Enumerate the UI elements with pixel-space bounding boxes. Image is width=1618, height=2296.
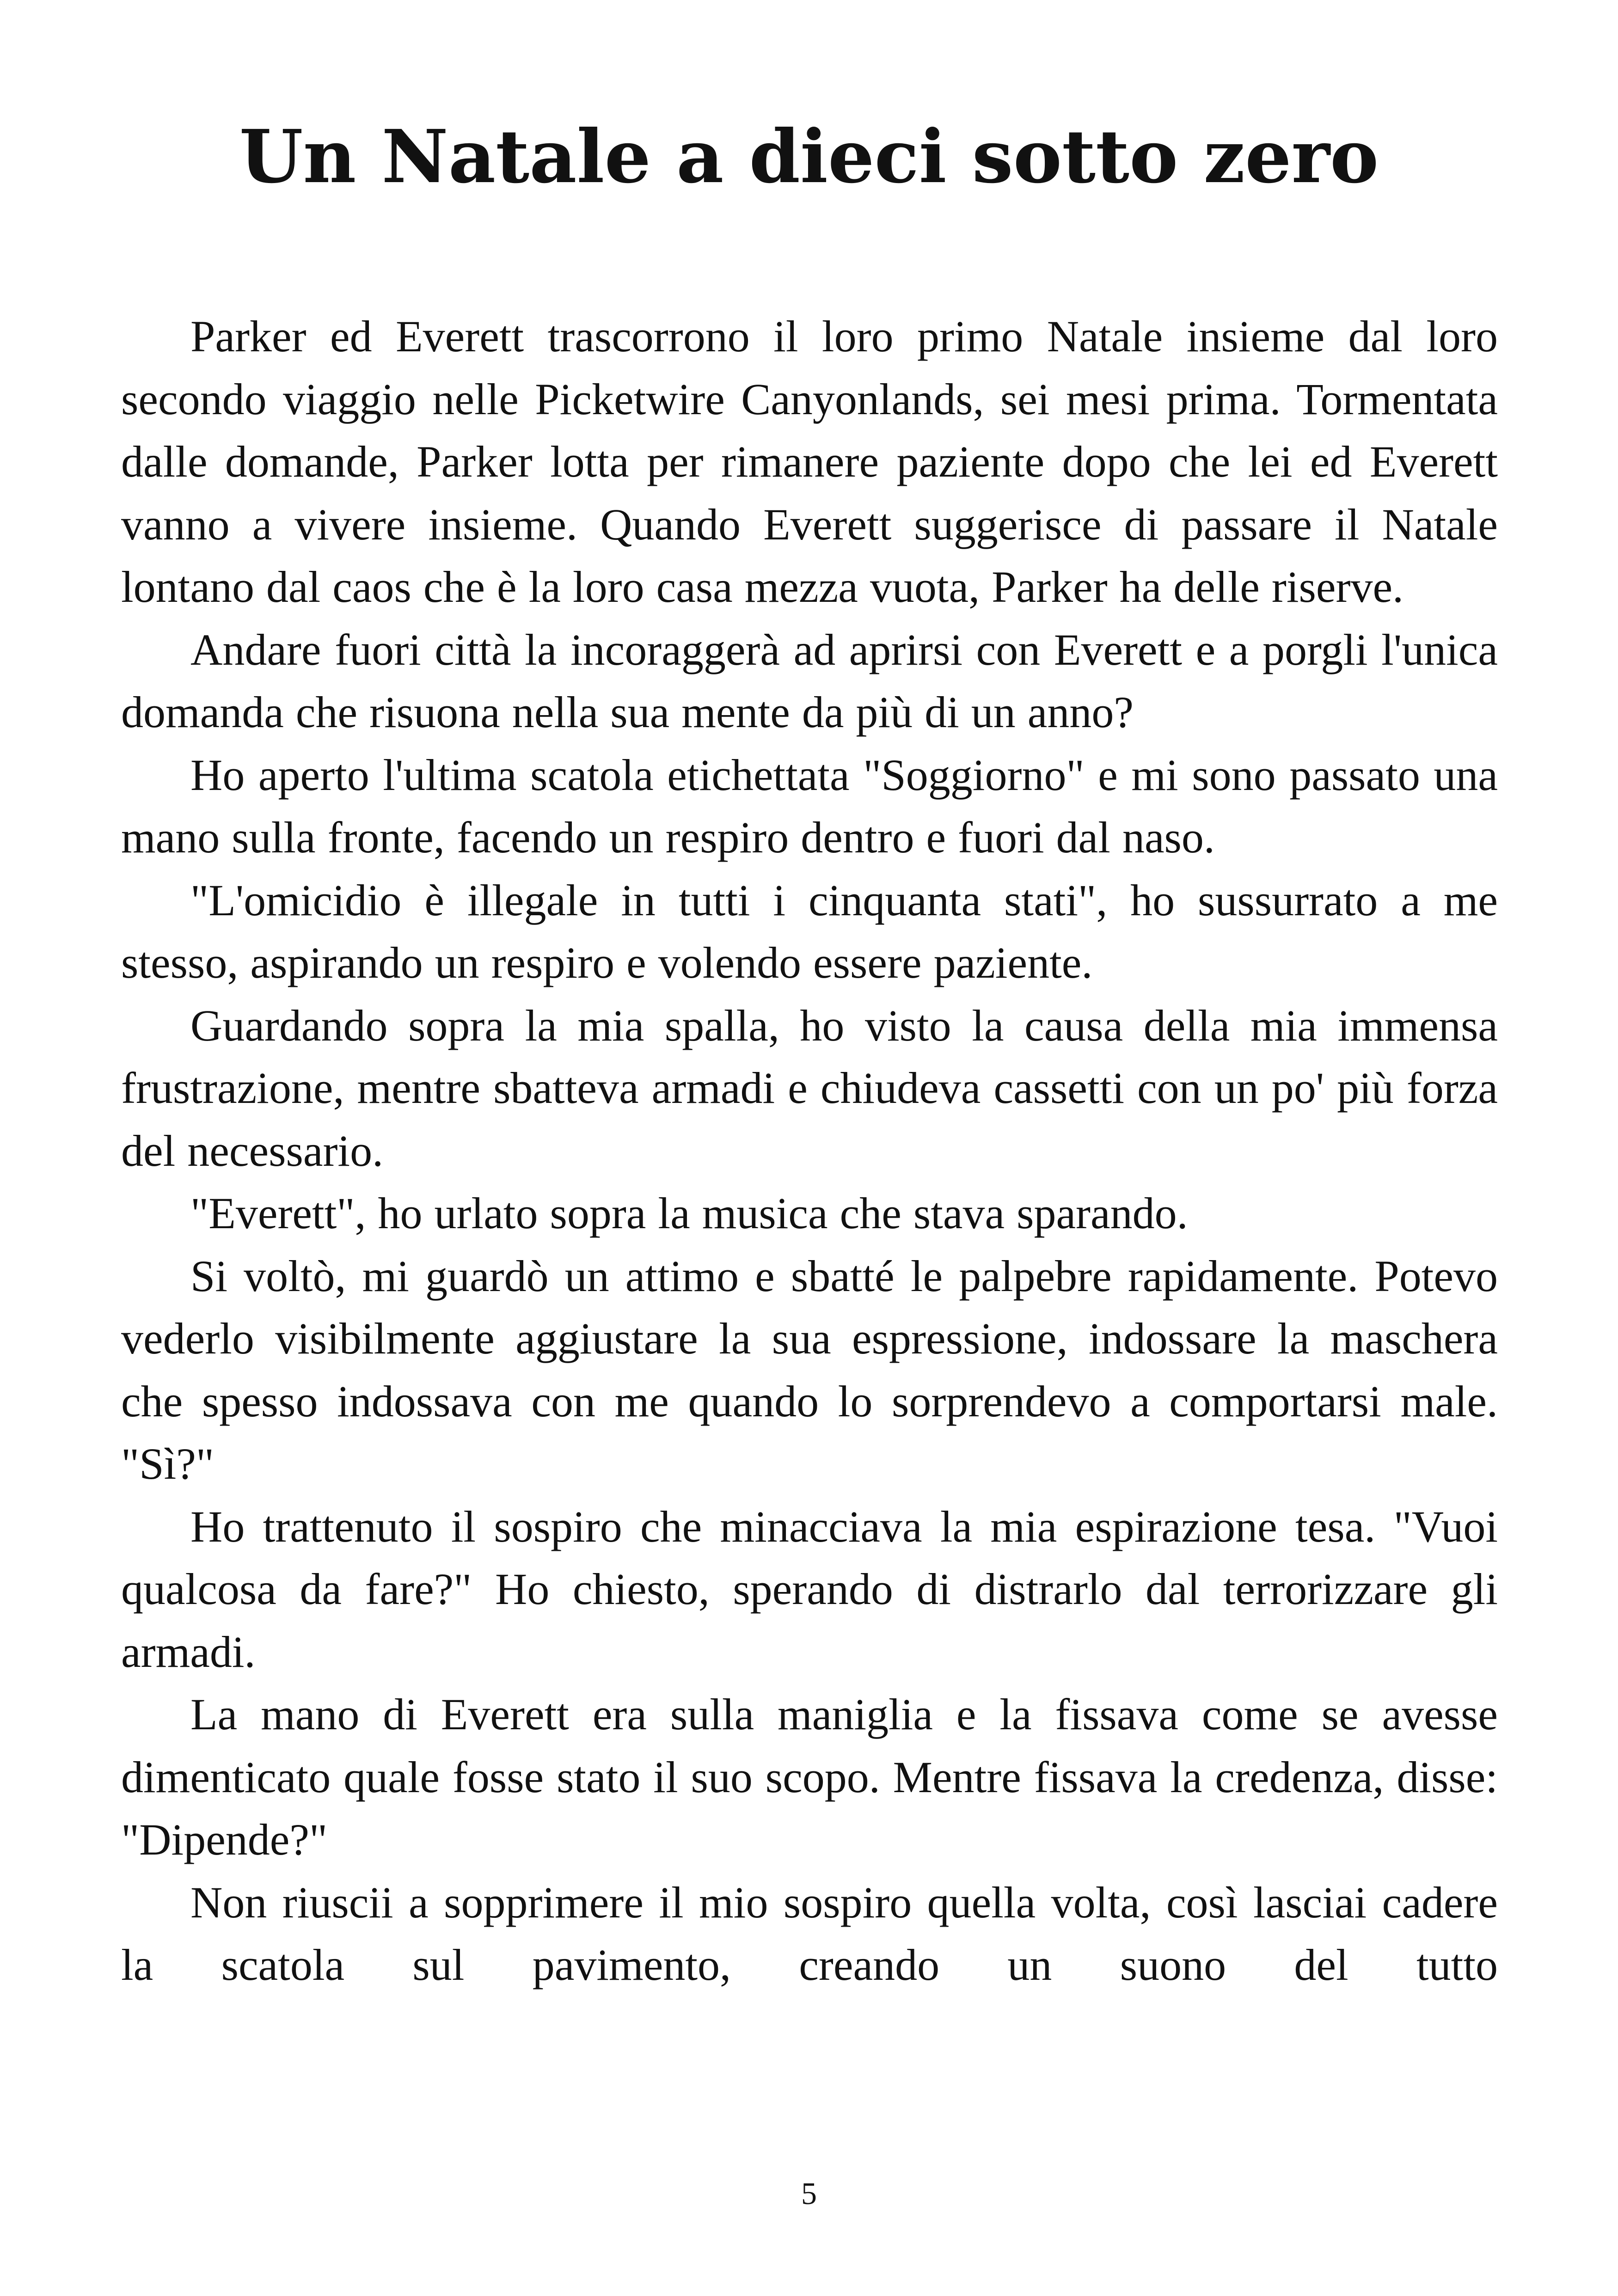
chapter-body <box>121 305 1498 1996</box>
paragraph: "Everett", ho urlato sopra la musica che stava sparando. <box>190 1188 1188 1238</box>
paragraph: Guardando sopra la mia spalla, ho visto la causa della mia immensa frustrazione, mentre sbatteva armadi e chiudeva cassetti con un po' più forza del necessario. <box>121 1000 1498 1176</box>
page-number: 5 <box>801 2176 817 2211</box>
paragraph: Ho trattenuto il sospiro che minacciava la mia espirazione tesa. "Vuoi qualcosa da fare?" Ho chiesto, sperando di distrarlo dal terrorizzare gli armadi. <box>121 1501 1498 1677</box>
paragraph: Ho aperto l'ultima scatola etichettata "Soggiorno" e mi sono passato una mano sulla fronte, facendo un respiro dentro e fuori dal naso. <box>121 750 1498 862</box>
paragraph: Non riuscii a sopprimere il mio sospiro quella volta, così lasciai cadere la scatola sul pavimento, creando un suono del tutto <box>121 1877 1498 1990</box>
chapter-title: Un Natale a dieci sotto zero <box>239 114 1379 200</box>
paragraph: Parker ed Everett trascorrono il loro primo Natale insieme dal loro secondo viaggio nelle Picketwire Canyonlands, sei mesi prima. Tormentata dalle domande, Parker lotta per rimanere paziente dopo che lei ed Everett vanno a vivere insieme. Quando Everett suggerisce di passare il Natale lontano dal caos che è la loro casa mezza vuota, Parker ha delle riserve. <box>121 312 1498 612</box>
paragraph: Andare fuori città la incoraggerà ad aprirsi con Everett e a porgli l'unica domanda che risuona nella sua mente da più di un anno? <box>121 625 1498 737</box>
paragraph: La mano di Everett era sulla maniglia e la fissava come se avesse dimenticato quale fosse stato il suo scopo. Mentre fissava la credenza, disse: "Dipende?" <box>121 1690 1498 1864</box>
paragraph: Si voltò, mi guardò un attimo e sbatté le palpebre rapidamente. Potevo vederlo visibilmente aggiustare la sua espressione, indossare la maschera che spesso indossava con me quando lo sorprendevo a comportarsi male. "Sì?" <box>121 1251 1498 1488</box>
paragraph: "L'omicidio è illegale in tutti i cinquanta stati", ho sussurrato a me stesso, aspirando un respiro e volendo essere paziente. <box>121 875 1498 987</box>
